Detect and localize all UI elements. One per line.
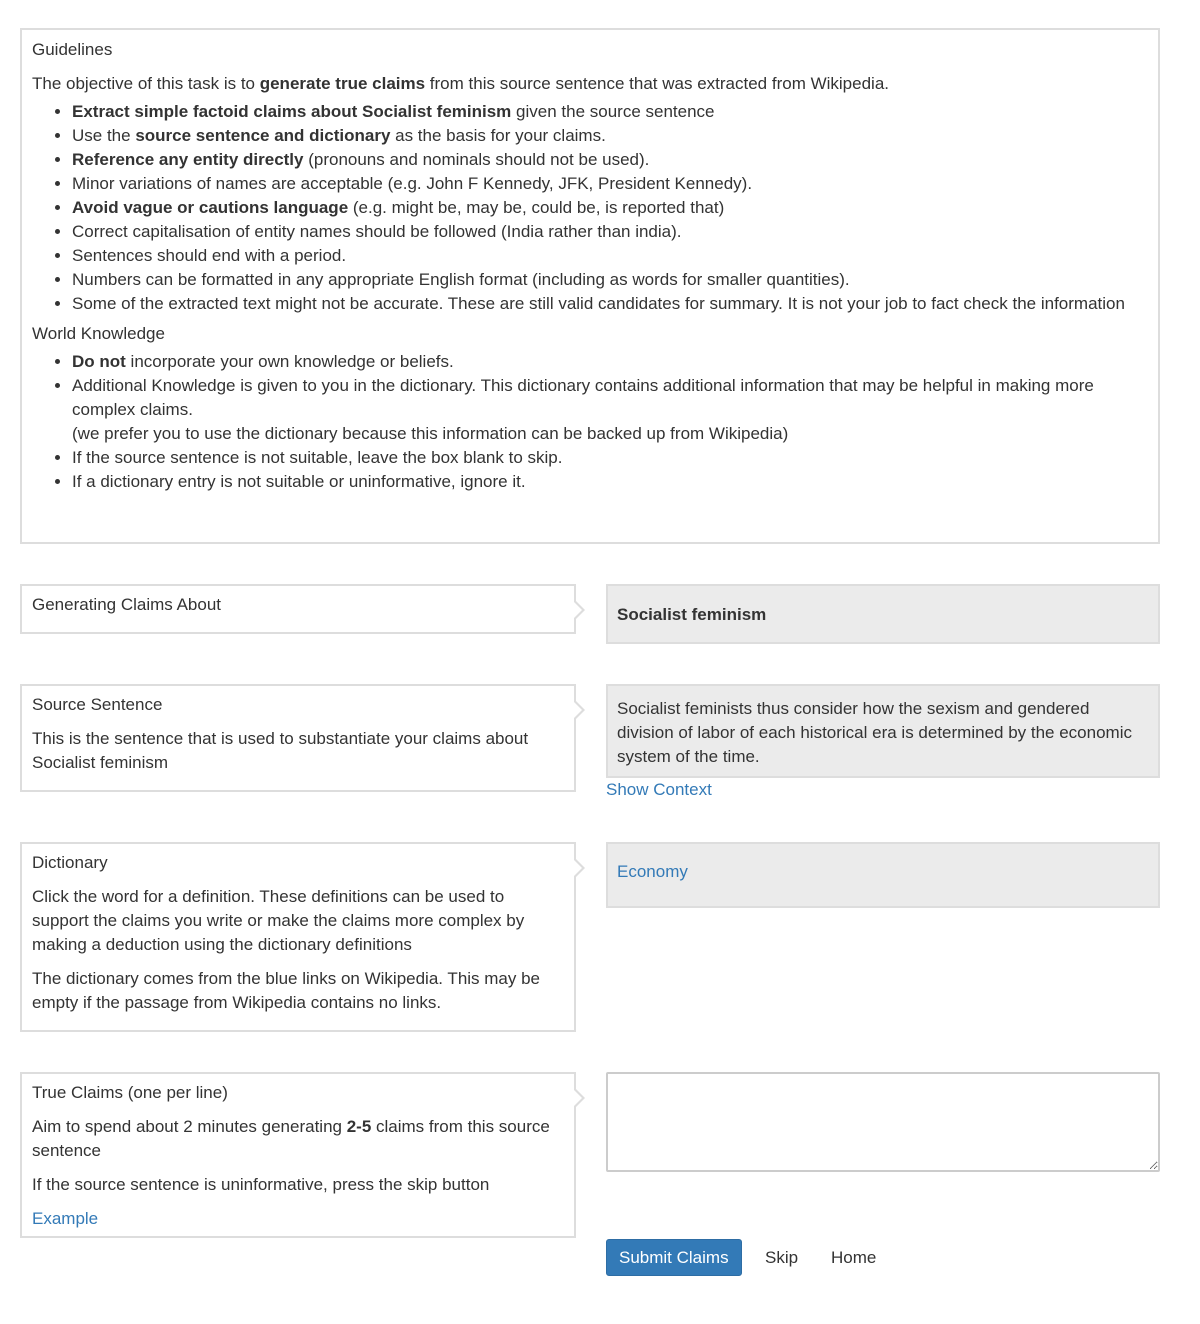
guideline-item <box>72 148 1148 172</box>
example-link[interactable]: Example <box>32 1209 99 1228</box>
guidelines-panel <box>20 28 1160 544</box>
aim-bold: 2-5 <box>346 1117 372 1136</box>
dictionary-desc-2: The dictionary comes from the blue links on Wikipedia. This may be empty if the passage from Wikipedia contains no links. <box>32 969 541 1012</box>
guideline-item <box>72 244 1148 268</box>
guideline-item <box>72 172 1148 196</box>
guideline-pre: Use the <box>72 126 136 145</box>
source-desc: This is the sentence that is used to substantiate your claims about Socialist feminism <box>32 729 529 772</box>
guideline-item <box>72 196 1148 220</box>
claims-textarea[interactable] <box>606 1072 1160 1172</box>
world-bold: Do not <box>72 352 126 371</box>
world-item <box>72 446 1148 470</box>
dictionary-entry-economy[interactable]: Economy <box>617 862 688 881</box>
claims-skip-hint: If the source sentence is uninformative, press the skip button <box>32 1175 490 1194</box>
guideline-text: (e.g. might be, may be, could be, is reported that) <box>348 198 725 217</box>
dictionary-label-panel <box>20 842 576 1032</box>
source-label-panel <box>20 684 576 792</box>
guideline-bold: Avoid vague or cautions language <box>72 198 349 217</box>
guideline-item <box>72 100 1148 124</box>
guidelines-title: Guidelines <box>32 40 113 59</box>
world-extra: (we prefer you to use the dictionary because this information can be backed up from Wikipedia) <box>72 424 789 443</box>
world-text: If a dictionary entry is not suitable or uninformative, ignore it. <box>72 472 526 491</box>
guideline-text: Minor variations of names are acceptable (e.g. John F Kennedy, JFK, President Kennedy). <box>72 174 753 193</box>
guideline-item <box>72 124 1148 148</box>
world-text: Additional Knowledge is given to you in the dictionary. This dictionary contains additional information that may be helpful in making more complex claims. <box>72 376 1094 419</box>
guideline-bold: Extract simple factoid claims about Socialist feminism <box>72 102 512 121</box>
generating-label-panel <box>20 584 576 634</box>
dictionary-desc-1: Click the word for a definition. These definitions can be used to support the claims you write or make the claims more complex by making a deduction using the dictionary definitions <box>32 887 525 954</box>
guideline-bold: source sentence and dictionary <box>135 126 391 145</box>
guideline-bold: Reference any entity directly <box>72 150 304 169</box>
dictionary-well <box>606 842 1160 908</box>
guideline-text: Correct capitalisation of entity names should be followed (India rather than india). <box>72 222 682 241</box>
world-knowledge-list <box>32 350 1148 494</box>
aim-post: claims from this source sentence <box>32 1117 550 1160</box>
dictionary-label: Dictionary <box>32 853 108 872</box>
guideline-text: Sentences should end with a period. <box>72 246 347 265</box>
guideline-text: (pronouns and nominals should not be used). <box>303 150 650 169</box>
guideline-text: given the source sentence <box>511 102 715 121</box>
source-sentence-well <box>606 684 1160 778</box>
world-knowledge-title: World Knowledge <box>32 324 165 343</box>
skip-link[interactable]: Skip <box>765 1248 799 1267</box>
source-label: Source Sentence <box>32 695 163 714</box>
guideline-item <box>72 220 1148 244</box>
guideline-text: Numbers can be formatted in any appropriate English format (including as words for smaller quantities). <box>72 270 850 289</box>
intro-bold: generate true claims <box>259 74 426 93</box>
world-item <box>72 374 1148 446</box>
home-link[interactable]: Home <box>831 1248 877 1267</box>
entity-well <box>606 584 1160 644</box>
world-item <box>72 350 1148 374</box>
show-context-link[interactable]: Show Context <box>606 780 712 799</box>
guideline-item <box>72 268 1148 292</box>
world-text: incorporate your own knowledge or beliefs. <box>125 352 454 371</box>
intro-post: from this source sentence that was extracted from Wikipedia. <box>425 74 889 93</box>
guideline-text: as the basis for your claims. <box>390 126 606 145</box>
claims-aim <box>32 1115 564 1163</box>
guidelines-list <box>32 100 1148 316</box>
guidelines-intro <box>32 72 1148 96</box>
source-sentence: Socialist feminists thus consider how the sexism and gendered division of labor of each historical era is determined by the economic system of the time. <box>617 699 1132 766</box>
entity-name: Socialist feminism <box>617 605 767 624</box>
generating-label: Generating Claims About <box>32 595 221 614</box>
world-item <box>72 470 1148 494</box>
guideline-item <box>72 292 1148 316</box>
aim-pre: Aim to spend about 2 minutes generating <box>32 1117 347 1136</box>
intro-pre: The objective of this task is to <box>32 74 260 93</box>
claims-label-panel <box>20 1072 576 1238</box>
world-text: If the source sentence is not suitable, leave the box blank to skip. <box>72 448 563 467</box>
submit-claims-button[interactable]: Submit Claims <box>606 1239 742 1276</box>
example-row <box>32 1207 564 1231</box>
guideline-text: Some of the extracted text might not be accurate. These are still valid candidates for summary. It is not your job to fact check the information <box>72 294 1125 313</box>
claims-label: True Claims (one per line) <box>32 1083 228 1102</box>
